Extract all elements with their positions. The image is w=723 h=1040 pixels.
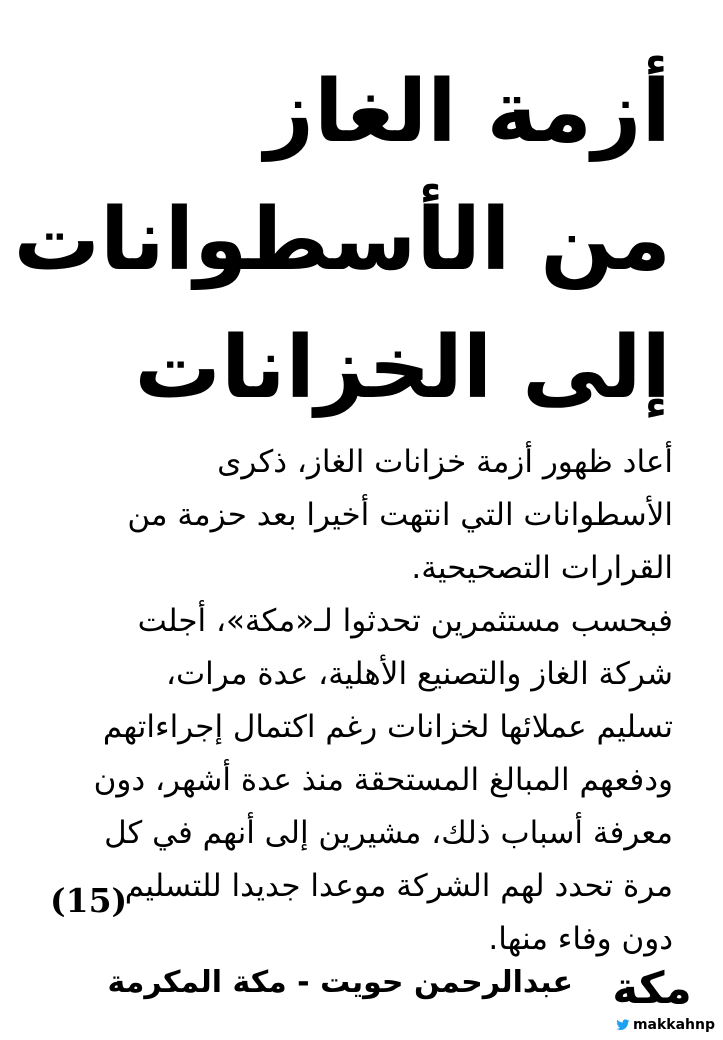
body-line: الأسطوانات التي انتهت أخيرا بعد حزمة من [127, 497, 673, 533]
headline-line-3: إلى الخزانات [134, 318, 671, 418]
body-line: شركة الغاز والتصنيع الأهلية، عدة مرات، [165, 656, 673, 692]
body-line: تسليم عملائها لخزانات رغم اكتمال إجراءاتهم [102, 709, 673, 745]
body-line: القرارات التصحيحية. [411, 550, 673, 586]
byline: عبدالرحمن حويت - مكة المكرمة [107, 965, 573, 1000]
article-body [33, 436, 673, 966]
body-line: مرة تحدد لهم الشركة موعدا جديدا للتسليم [124, 868, 673, 904]
body-line: دون وفاء منها. [488, 921, 673, 957]
body-line: فبحسب مستثمرين تحدثوا لـ«مكة»، أجلت [137, 603, 673, 639]
body-line: أعاد ظهور أزمة خزانات الغاز، ذكرى [217, 444, 673, 480]
body-line: معرفة أسباب ذلك، مشيرين إلى أنهم في كل [104, 815, 673, 851]
makkah-logo [587, 965, 715, 1037]
logo-handle-row [589, 1015, 715, 1035]
page-number: (15) [50, 881, 128, 920]
twitter-bird-icon [616, 1019, 630, 1031]
headline [13, 48, 671, 432]
body-line: ودفعهم المبالغ المستحقة منذ عدة أشهر، دون [93, 762, 673, 798]
headline-line-2: من الأسطوانات [13, 190, 671, 290]
logo-mark: مكة [612, 963, 692, 1014]
headline-line-1: أزمة الغاز [264, 62, 671, 162]
logo-handle: makkahnp [632, 1017, 715, 1033]
